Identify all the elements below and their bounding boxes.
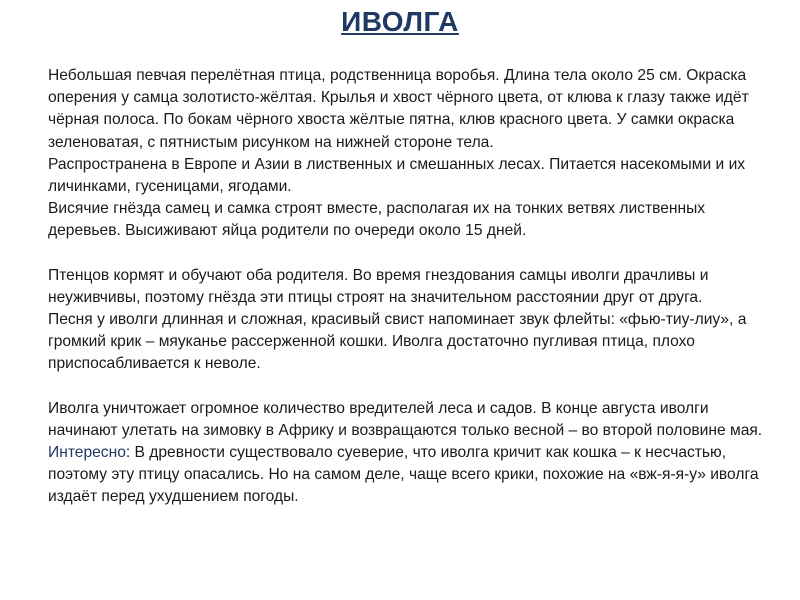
page-title: ИВОЛГА bbox=[341, 6, 459, 37]
paragraph-nesting: Висячие гнёзда самец и самка строят вместе, располагая их на тонких ветвях лиственных деревьев. Высиживают яйца родители по очереди около 15 дней. bbox=[48, 200, 706, 240]
paragraph-song: Песня у иволги длинная и сложная, красивый свист напоминает звук флейты: «фью-тиу-лиу», а громкий крик – мяуканье рассерженной кошки. Иволга достаточно пугливая птица, плохо приспосабливается к неволе. bbox=[48, 311, 747, 373]
paragraph-spacer bbox=[48, 376, 763, 398]
paragraph-chicks: Птенцов кормят и обучают оба родителя. Во время гнездования самцы иволги драчливы и неуживчивы, поэтому гнёзда эти птицы строят на значительном расстоянии друг от друга. bbox=[48, 266, 709, 306]
paragraph-spacer bbox=[48, 243, 763, 265]
interesting-text: : В древности существовало суеверие, что иволга кричит как кошка – к несчастью, поэтому эту птицу опасались. Но на самом деле, чаще всего крики, похожие на «вж-я-я-у» иволга издаёт перед ухудшением погоды. bbox=[48, 444, 759, 506]
paragraph-habitat: Распространена в Европе и Азии в лиственных и смешанных лесах. Питается насекомыми и их личинками, гусеницами, ягодами. bbox=[48, 155, 746, 196]
paragraph-description: Небольшая певчая перелётная птица, родственница воробья. Длина тела около 25 см. Окраска оперения у самца золотисто-жёлтая. Крылья и хвост чёрного цвета, от клюва к глазу также идёт чёрная полоса. По бокам чёрного хвоста жёлтые пятна, клюв красного цвета. У самки окраска зеленоватая, с пятнистым рисунком на нижней стороне тела. bbox=[48, 67, 749, 151]
paragraph-interesting bbox=[48, 442, 763, 509]
paragraph-migration: Иволга уничтожает огромное количество вредителей леса и садов. В конце августа иволги начинают улетать на зимовку в Африку и возвращаются только весной – во второй половине мая. bbox=[48, 399, 763, 439]
article-body bbox=[48, 65, 763, 509]
interesting-label: Интересно bbox=[48, 444, 126, 462]
